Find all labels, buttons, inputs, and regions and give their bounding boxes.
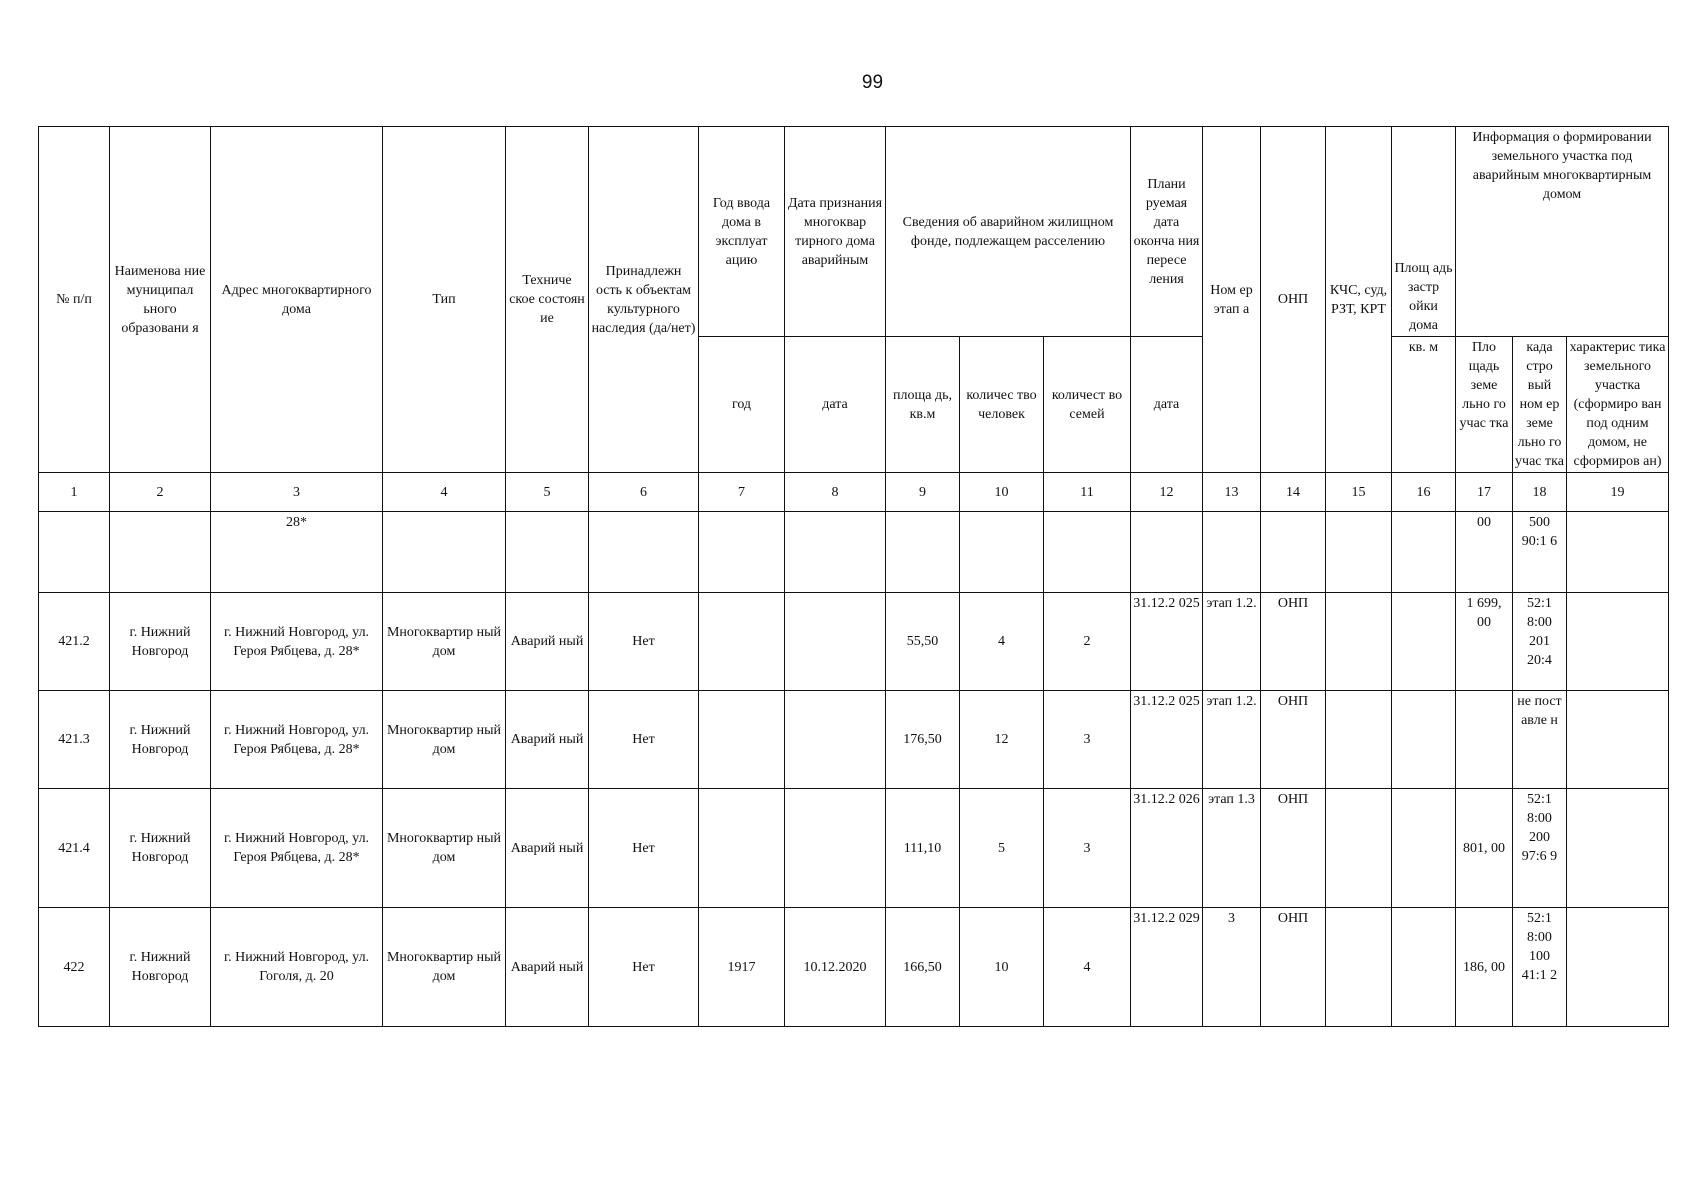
cell-families: 3 — [1044, 691, 1131, 789]
cell-date: 10.12.2020 — [785, 908, 886, 1027]
cell-num: 422 — [39, 908, 110, 1027]
cell-municipality: г. Нижний Новгород — [110, 789, 211, 908]
cell-land-char — [1567, 512, 1669, 593]
cell-condition: Аварий ный — [506, 789, 589, 908]
cell-families: 3 — [1044, 789, 1131, 908]
cell-stage: этап 1.2. — [1203, 593, 1261, 691]
cell-build-area — [1392, 908, 1456, 1027]
cell-planned-date: 31.12.2 025 — [1131, 691, 1203, 789]
header-sub-area: площа дь, кв.м — [886, 337, 960, 473]
table-row — [39, 512, 1669, 593]
cell-kchs — [1326, 691, 1392, 789]
column-number: 1 — [39, 473, 110, 512]
cell-year — [699, 691, 785, 789]
cell-families — [1044, 512, 1131, 593]
cell-date — [785, 691, 886, 789]
cell-municipality: г. Нижний Новгород — [110, 908, 211, 1027]
cell-land-char — [1567, 691, 1669, 789]
cell-cadastral: 52:1 8:00 200 97:6 9 — [1513, 789, 1567, 908]
cell-type: Многоквартир ный дом — [383, 691, 506, 789]
cell-year — [699, 789, 785, 908]
cell-date — [785, 512, 886, 593]
cell-planned-date: 31.12.2 025 — [1131, 593, 1203, 691]
cell-cadastral: 500 90:1 6 — [1513, 512, 1567, 593]
cell-municipality: г. Нижний Новгород — [110, 593, 211, 691]
cell-land-area: 186, 00 — [1456, 908, 1513, 1027]
cell-build-area — [1392, 691, 1456, 789]
cell-onp — [1261, 512, 1326, 593]
cell-type — [383, 512, 506, 593]
cell-people: 10 — [960, 908, 1044, 1027]
page-number: 99 — [861, 72, 884, 93]
cell-address: г. Нижний Новгород, ул. Героя Рябцева, д. 28* — [211, 789, 383, 908]
cell-condition: Аварий ный — [506, 691, 589, 789]
cell-people: 4 — [960, 593, 1044, 691]
cell-address: г. Нижний Новгород, ул. Героя Рябцева, д. 28* — [211, 691, 383, 789]
cell-municipality: г. Нижний Новгород — [110, 691, 211, 789]
cell-num — [39, 512, 110, 593]
cell-onp: ОНП — [1261, 593, 1326, 691]
cell-condition — [506, 512, 589, 593]
cell-heritage — [589, 512, 699, 593]
cell-stage — [1203, 512, 1261, 593]
header-fund-group: Сведения об аварийном жилищном фонде, подлежащем расселению — [886, 127, 1131, 337]
cell-address: 28* — [211, 512, 383, 593]
cell-people — [960, 512, 1044, 593]
header-sub-people: количес тво человек — [960, 337, 1044, 473]
cell-year: 1917 — [699, 908, 785, 1027]
column-number-row — [39, 473, 1669, 512]
cell-build-area — [1392, 789, 1456, 908]
cell-address: г. Нижний Новгород, ул. Героя Рябцева, д. 28* — [211, 593, 383, 691]
cell-cadastral: не пост авле н — [1513, 691, 1567, 789]
header-municipality: Наименова ние муниципал ьного образовани я — [110, 127, 211, 473]
cell-cadastral: 52:1 8:00 100 41:1 2 — [1513, 908, 1567, 1027]
column-number: 5 — [506, 473, 589, 512]
header-stage: Ном ер этап а — [1203, 127, 1261, 473]
header-land-group: Информация о формировании земельного участка под аварийным многоквартирным домом — [1456, 127, 1669, 337]
header-sub-date: дата — [785, 337, 886, 473]
header-recognition-date: Дата признания многоквар тирного дома аварийным — [785, 127, 886, 337]
cell-build-area — [1392, 593, 1456, 691]
cell-land-area: 801, 00 — [1456, 789, 1513, 908]
column-number: 4 — [383, 473, 506, 512]
cell-area: 55,50 — [886, 593, 960, 691]
cell-year — [699, 593, 785, 691]
cell-land-area — [1456, 691, 1513, 789]
cell-area: 111,10 — [886, 789, 960, 908]
column-number: 18 — [1513, 473, 1567, 512]
cell-planned-date — [1131, 512, 1203, 593]
cell-land-area: 00 — [1456, 512, 1513, 593]
header-planned-date: Плани руемая дата оконча ния пересе ления — [1131, 127, 1203, 337]
header-kchs: КЧС, суд, РЗТ, КРТ — [1326, 127, 1392, 473]
column-number: 19 — [1567, 473, 1669, 512]
header-sub-planned-date: дата — [1131, 337, 1203, 473]
cell-heritage: Нет — [589, 593, 699, 691]
cell-onp: ОНП — [1261, 908, 1326, 1027]
header-type: Тип — [383, 127, 506, 473]
cell-kchs — [1326, 908, 1392, 1027]
cell-area: 166,50 — [886, 908, 960, 1027]
column-number: 7 — [699, 473, 785, 512]
cell-address: г. Нижний Новгород, ул. Гоголя, д. 20 — [211, 908, 383, 1027]
cell-date — [785, 789, 886, 908]
column-number: 3 — [211, 473, 383, 512]
table-row — [39, 908, 1669, 1027]
column-number: 14 — [1261, 473, 1326, 512]
cell-date — [785, 593, 886, 691]
cell-onp: ОНП — [1261, 691, 1326, 789]
cell-stage: этап 1.3 — [1203, 789, 1261, 908]
header-land-area: Пло щадь земе льно го учас тка — [1456, 337, 1513, 473]
header-sub-year: год — [699, 337, 785, 473]
cell-kchs — [1326, 512, 1392, 593]
table-row — [39, 691, 1669, 789]
cell-num: 421.2 — [39, 593, 110, 691]
cell-condition: Аварий ный — [506, 593, 589, 691]
header-condition: Техниче ское состоян ие — [506, 127, 589, 473]
column-number: 8 — [785, 473, 886, 512]
cell-families: 4 — [1044, 908, 1131, 1027]
cell-land-char — [1567, 908, 1669, 1027]
cell-land-char — [1567, 593, 1669, 691]
cell-kchs — [1326, 593, 1392, 691]
header-year: Год ввода дома в эксплуат ацию — [699, 127, 785, 337]
cell-stage: этап 1.2. — [1203, 691, 1261, 789]
header-address: Адрес многоквартирного дома — [211, 127, 383, 473]
table-row — [39, 789, 1669, 908]
column-number: 16 — [1392, 473, 1456, 512]
header-cadastral: када стро вый ном ер земе льно го учас тка — [1513, 337, 1567, 473]
cell-municipality — [110, 512, 211, 593]
column-number: 15 — [1326, 473, 1392, 512]
header-sub-build-area: кв. м — [1392, 337, 1456, 473]
header-num: № п/п — [39, 127, 110, 473]
header-land-char: характерис тика земельного участка (сформиро ван под одним домом, не сформиров ан) — [1567, 337, 1669, 473]
cell-num: 421.3 — [39, 691, 110, 789]
column-number: 11 — [1044, 473, 1131, 512]
column-number: 2 — [110, 473, 211, 512]
header-heritage: Принадлежн ость к объектам культурного наследия (да/нет) — [589, 127, 699, 473]
cell-heritage: Нет — [589, 789, 699, 908]
cell-year — [699, 512, 785, 593]
column-number: 17 — [1456, 473, 1513, 512]
table-row — [39, 593, 1669, 691]
cell-stage: 3 — [1203, 908, 1261, 1027]
cell-kchs — [1326, 789, 1392, 908]
cell-num: 421.4 — [39, 789, 110, 908]
cell-type: Многоквартир ный дом — [383, 593, 506, 691]
cell-planned-date: 31.12.2 026 — [1131, 789, 1203, 908]
emergency-housing-table — [38, 126, 1669, 1027]
cell-land-char — [1567, 789, 1669, 908]
cell-type: Многоквартир ный дом — [383, 908, 506, 1027]
cell-area — [886, 512, 960, 593]
column-number: 12 — [1131, 473, 1203, 512]
column-number: 13 — [1203, 473, 1261, 512]
cell-planned-date: 31.12.2 029 — [1131, 908, 1203, 1027]
cell-heritage: Нет — [589, 691, 699, 789]
cell-land-area: 1 699, 00 — [1456, 593, 1513, 691]
column-number: 9 — [886, 473, 960, 512]
cell-cadastral: 52:1 8:00 201 20:4 — [1513, 593, 1567, 691]
cell-heritage: Нет — [589, 908, 699, 1027]
cell-condition: Аварий ный — [506, 908, 589, 1027]
cell-families: 2 — [1044, 593, 1131, 691]
column-number: 10 — [960, 473, 1044, 512]
header-onp: ОНП — [1261, 127, 1326, 473]
cell-people: 12 — [960, 691, 1044, 789]
cell-onp: ОНП — [1261, 789, 1326, 908]
header-build-area: Площ адь застр ойки дома — [1392, 127, 1456, 337]
header-sub-families: количест во семей — [1044, 337, 1131, 473]
cell-area: 176,50 — [886, 691, 960, 789]
column-number: 6 — [589, 473, 699, 512]
cell-people: 5 — [960, 789, 1044, 908]
cell-type: Многоквартир ный дом — [383, 789, 506, 908]
cell-build-area — [1392, 512, 1456, 593]
